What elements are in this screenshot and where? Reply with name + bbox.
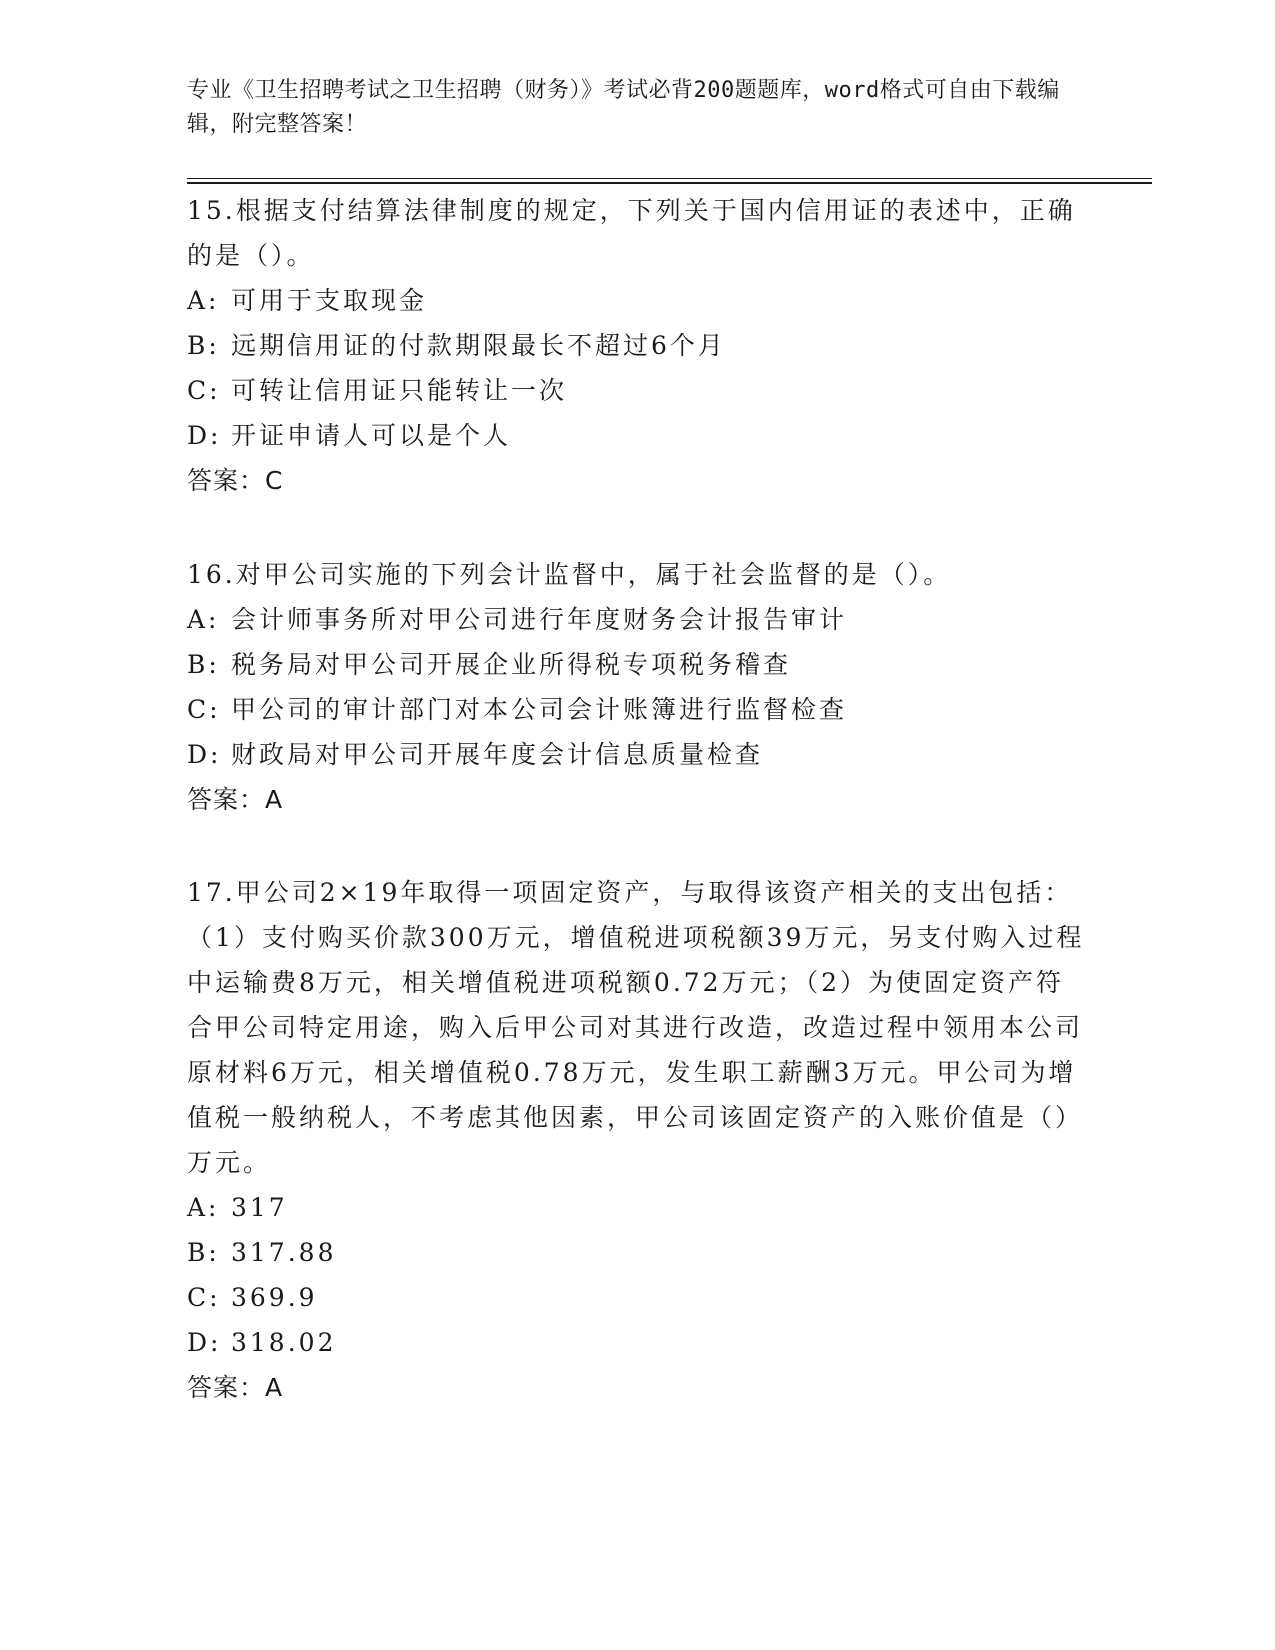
option-d [187,413,1087,458]
option-key: C: [187,1283,221,1312]
option-a [187,1185,1087,1230]
question-15 [187,188,1087,503]
header-divider-thin [187,178,1152,179]
option-key: B: [187,650,220,679]
option-b [187,1230,1087,1275]
header-divider-thick [187,182,1152,184]
option-d [187,1320,1087,1365]
question-stem: 15.根据支付结算法律制度的规定，下列关于国内信用证的表述中，正确的是（）。 [187,196,1076,270]
option-text: 开证申请人可以是个人 [231,421,512,450]
question-stem: 16.对甲公司实施的下列会计监督中，属于社会监督的是（）。 [187,560,952,589]
option-b [187,642,1087,687]
option-text: 可转让信用证只能转让一次 [231,376,568,405]
question-16 [187,552,1087,822]
document-header: 专业《卫生招聘考试之卫生招聘（财务）》考试必背200题题库，word格式可自由下载编辑，附完整答案！ [187,78,1060,137]
option-text: 甲公司的审计部门对本公司会计账簿进行监督检查 [231,695,848,724]
option-text: 369.9 [231,1283,318,1312]
option-text: 可用于支取现金 [231,286,428,315]
option-text: 远期信用证的付款期限最长不超过6个月 [231,331,726,360]
option-key: A: [187,286,220,315]
option-text: 财政局对甲公司开展年度会计信息质量检查 [231,740,764,769]
option-d [187,732,1087,777]
option-text: 税务局对甲公司开展企业所得税专项税务稽查 [231,650,792,679]
option-c [187,1275,1087,1320]
option-text: 317.88 [231,1238,337,1267]
option-c [187,687,1087,732]
answer-line: 答案：A [187,785,284,814]
option-key: C: [187,695,221,724]
option-text: 会计师事务所对甲公司进行年度财务会计报告审计 [231,605,848,634]
option-key: B: [187,331,220,360]
option-key: B: [187,1238,220,1267]
question-17 [187,870,1087,1410]
option-text: 318.02 [231,1328,337,1357]
option-key: A: [187,1193,220,1222]
question-stem: 17.甲公司2×19年取得一项固定资产，与取得该资产相关的支出包括：（1）支付购买价款300万元，增值税进项税额39万元，另支付购入过程中运输费8万元，相关增值税进项税额0.72万元；（2）为使固定资产符合甲公司特定用途，购入后甲公司对其进行改造，改造过程中领用本公司原材料6万元，相关增值税0.78万元，发生职工薪酬3万元。甲公司为增值税一般纳税人，不考虑其他因素，甲公司该固定资产的入账价值是（）万元。 [187,878,1085,1177]
option-b [187,323,1087,368]
option-key: C: [187,376,221,405]
option-a [187,278,1087,323]
answer-line: 答案：C [187,466,284,495]
option-key: D: [187,1328,222,1357]
option-c [187,368,1087,413]
option-key: A: [187,605,220,634]
answer-line: 答案：A [187,1373,284,1402]
option-text: 317 [231,1193,288,1222]
option-key: D: [187,421,222,450]
option-key: D: [187,740,222,769]
option-a [187,597,1087,642]
